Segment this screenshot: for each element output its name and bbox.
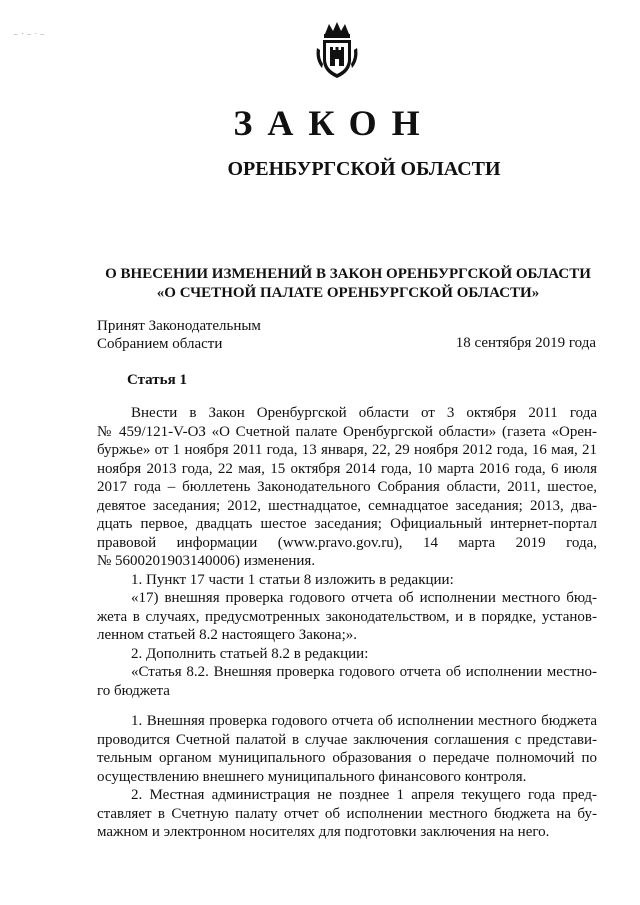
text-line: девятое заседания; 2012, шестнадцатое, семнадцатое заседания; 2013, два-	[97, 497, 597, 514]
article-text-block	[97, 712, 597, 842]
law-subject-line: «О СЧЕТНОЙ ПАЛАТЕ ОРЕНБУРГСКОЙ ОБЛАСТИ»	[156, 285, 540, 301]
adoption-line: Собранием области	[97, 336, 223, 352]
coat-of-arms-emblem	[313, 20, 361, 82]
scan-mark: – · – · –	[14, 30, 46, 38]
text-line: дцать первое, двадцать шестое заседания; Официальный интернет-портал	[97, 516, 597, 532]
text-line: мажном и электронном носителях для подготовки заключения на него.	[97, 824, 550, 840]
text-line: № 459/121-V-ОЗ «О Счетной палате Оренбургской области» (газета «Орен-	[97, 423, 597, 440]
adoption-info	[97, 317, 261, 353]
text-line: 2. Местная администрация не позднее 1 апреля текущего года пред-	[131, 787, 597, 803]
text-line: го бюджета	[97, 682, 170, 699]
text-line: 2. Дополнить статьей 8.2 в редакции:	[131, 645, 369, 662]
adoption-date: 18 сентября 2019 года	[455, 335, 596, 351]
text-line: проводится Счетной палатой в случае заключения соглашения с представи-	[97, 731, 597, 748]
text-line: осуществлению внешнего муниципального финансового контроля.	[97, 768, 527, 785]
text-line: «17) внешняя проверка годового отчета об исполнении местного бюд-	[131, 590, 597, 606]
document-title: ЗАКОН	[233, 103, 435, 143]
text-line: Внести в Закон Оренбургской области от 3 октября 2011 года	[131, 405, 597, 421]
law-subject	[0, 265, 640, 303]
text-line: буржье» от 1 ноября 2011 года, 13 января, 22, 29 ноября 2012 года, 16 мая, 21	[97, 442, 597, 458]
article-heading: Статья 1	[127, 372, 187, 388]
text-line: правовой информации (www.pravo.gov.ru), 14 марта 2019 года,	[97, 534, 597, 551]
text-line: ноября 2013 года, 22 мая, 15 октября 2014 года, 10 марта 2016 года, 6 июля	[97, 460, 597, 477]
text-line: № 5600201903140006) изменения.	[97, 553, 316, 569]
law-subject-line: О ВНЕСЕНИИ ИЗМЕНЕНИЙ В ЗАКОН ОРЕНБУРГСКОЙ ОБЛАСТИ	[105, 266, 591, 282]
text-line: жета в случаях, предусмотренных законодательством, и в порядке, установ-	[97, 608, 597, 625]
text-line: ленном статьей 8.2 настоящего Закона;».	[97, 627, 358, 643]
adoption-line: Принят Законодательным	[97, 318, 261, 334]
text-line: тельным органом муниципального образования о передаче полномочий по	[97, 750, 597, 766]
document-region: ОРЕНБУРГСКОЙ ОБЛАСТИ	[227, 158, 501, 180]
text-line: 1. Пункт 17 части 1 статьи 8 изложить в редакции:	[131, 571, 454, 588]
text-line: ставляет в Счетную палату отчет об исполнении местного бюджета на бу-	[97, 805, 597, 822]
text-line: 1. Внешняя проверка годового отчета об исполнении местного бюджета	[131, 713, 597, 729]
text-line: 2017 года – бюллетень Законодательного Собрания области, 2011, шестое,	[97, 479, 597, 495]
article-text-block	[97, 404, 597, 700]
text-line: «Статья 8.2. Внешняя проверка годового отчета об исполнении местно-	[131, 664, 597, 680]
